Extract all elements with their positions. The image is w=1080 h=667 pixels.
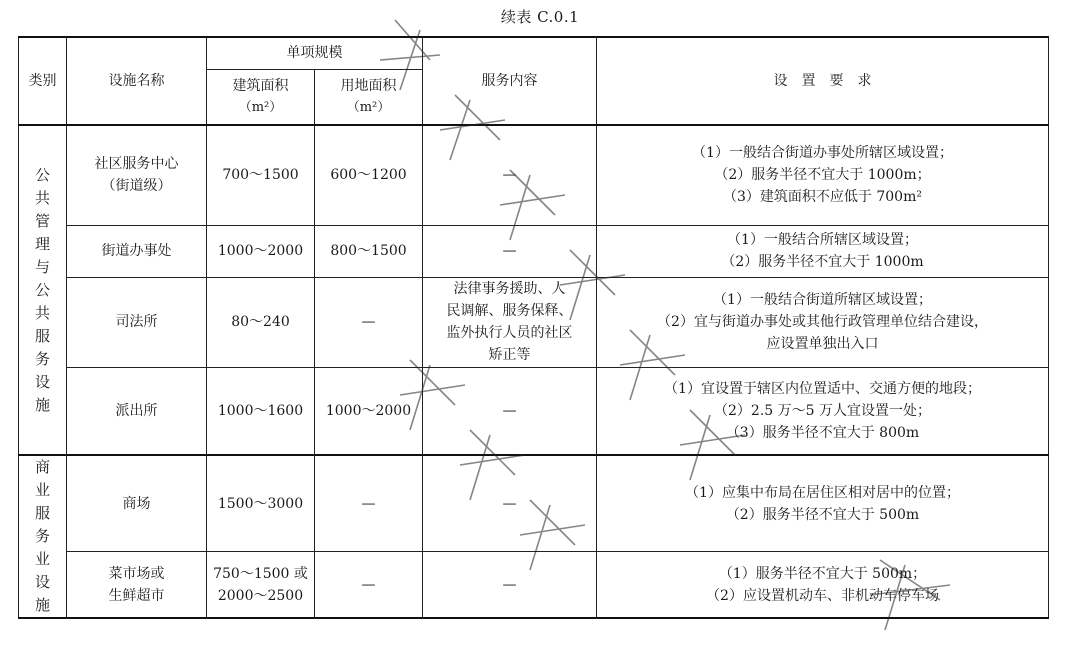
service-cell: [423, 455, 597, 552]
table-row: [19, 277, 1049, 367]
category-char: 管: [34, 211, 50, 230]
category-char: 务: [34, 349, 50, 368]
service-line: —: [502, 167, 517, 184]
service-line: 矫正等: [488, 347, 531, 363]
requirement-line: （2）服务半径不宜大于 1000m: [721, 254, 924, 270]
land-area-cell: —: [315, 277, 423, 367]
requirement-line: （1）应集中布局在居住区相对居中的位置；: [685, 484, 960, 501]
facility-name-cell: [67, 455, 207, 552]
header-land-area-unit: （m²）: [346, 99, 391, 115]
building-area-cell: 700～1500: [207, 125, 315, 225]
facility-table: [18, 36, 1049, 619]
header-facility-name: 设施名称: [67, 37, 207, 125]
requirement-line: （2）2.5 万～5 万人宜设置一处；: [714, 402, 931, 419]
service-line: 法律事务援助、人: [453, 281, 566, 297]
header-service: 服务内容: [423, 37, 597, 125]
table-body: [19, 125, 1049, 618]
table-row: [19, 455, 1049, 552]
facility-name-line: （街道级）: [101, 178, 172, 195]
service-cell: [423, 367, 597, 455]
service-cell: [423, 125, 597, 225]
table-row: [19, 125, 1049, 225]
requirement-line: （2）服务半径不宜大于 1000m；: [714, 167, 931, 184]
land-area-cell: 1000～2000: [315, 367, 423, 455]
facility-name-line: 生鲜超市: [108, 587, 165, 604]
category-char: 施: [34, 596, 50, 614]
facility-name-cell: [67, 367, 207, 455]
category-char: 公: [34, 165, 50, 184]
service-line: —: [502, 402, 517, 419]
header-building-area-unit: （m²）: [238, 99, 283, 115]
building-area-cell: 1000～1600: [207, 367, 315, 455]
requirements-cell: [597, 277, 1049, 367]
facility-name-line: 司法所: [115, 314, 158, 330]
category-cell: [19, 455, 67, 618]
land-area-cell: 600～1200: [315, 125, 423, 225]
land-area-cell: —: [315, 455, 423, 552]
facility-name-cell: [67, 125, 207, 225]
service-line: —: [502, 495, 517, 512]
service-line: —: [502, 243, 517, 259]
land-area-cell: —: [315, 552, 423, 618]
requirements-cell: [597, 367, 1049, 455]
requirement-line: （1）一般结合街道办事处所辖区域设置；: [692, 145, 953, 162]
building-area-cell: 750～1500 或 2000～2500: [207, 552, 315, 618]
building-area-cell: 1000～2000: [207, 225, 315, 277]
building-area-cell: 1500～3000: [207, 455, 315, 552]
table-row: [19, 552, 1049, 618]
category-char: 设: [34, 372, 50, 391]
requirement-line: （3）服务半径不宜大于 800m: [725, 424, 920, 441]
requirements-cell: [597, 225, 1049, 277]
land-area-cell: 800～1500: [315, 225, 423, 277]
requirements-cell: [597, 552, 1049, 618]
table-row: [19, 225, 1049, 277]
facility-name-line: 商场: [122, 495, 151, 512]
header-building-area-label: 建筑面积: [232, 77, 289, 94]
header-building-area: [207, 69, 315, 125]
requirements-cell: [597, 125, 1049, 225]
category-char: 公: [34, 280, 50, 299]
requirement-line: （1）一般结合街道所辖区域设置；: [713, 292, 932, 308]
building-area-cell: 80～240: [207, 277, 315, 367]
category-char: 共: [34, 188, 50, 207]
requirement-line: （1）宜设置于辖区内位置适中、交通方便的地段；: [664, 380, 981, 397]
service-cell: [423, 552, 597, 618]
requirement-line: （1）一般结合所辖区域设置；: [727, 232, 918, 248]
facility-name-line: 街道办事处: [101, 243, 172, 259]
service-cell: [423, 225, 597, 277]
service-line: —: [502, 576, 517, 593]
category-char: 理: [34, 234, 50, 253]
category-char: 服: [34, 504, 50, 522]
category-char: 服: [34, 326, 50, 345]
requirement-line: 应设置单独出入口: [766, 336, 879, 352]
header-land-area-label: 用地面积: [340, 77, 397, 94]
header-requirements: 设 置 要 求: [597, 37, 1049, 125]
category-char: 与: [34, 257, 50, 276]
requirement-line: （2）服务半径不宜大于 500m: [725, 506, 920, 523]
category-char: 设: [34, 573, 50, 591]
requirement-line: （1）服务半径不宜大于 500m；: [718, 565, 927, 582]
facility-name-cell: [67, 552, 207, 618]
facility-name-cell: [67, 225, 207, 277]
table-caption: 续表 C.0.1: [500, 8, 580, 26]
category-char: 共: [34, 303, 50, 322]
category-char: 业: [34, 550, 50, 568]
requirement-line: （3）建筑面积不应低于 700m²: [723, 189, 922, 206]
requirement-line: （2）应设置机动车、非机动车停车场: [706, 587, 939, 604]
category-char: 施: [34, 395, 50, 414]
header-scale-group: 单项规模: [207, 37, 423, 69]
facility-name-line: 社区服务中心: [94, 156, 179, 173]
facility-name-line: 派出所: [115, 402, 158, 419]
facility-name-line: 菜市场或: [108, 565, 165, 582]
header-category: 类别: [19, 37, 67, 125]
category-char: 业: [34, 481, 50, 499]
category-char: 商: [34, 458, 50, 476]
requirements-cell: [597, 455, 1049, 552]
category-cell: [19, 125, 67, 455]
service-line: 民调解、服务保释、: [446, 303, 573, 319]
service-cell: [423, 277, 597, 367]
header-land-area: [315, 69, 423, 125]
facility-name-cell: [67, 277, 207, 367]
category-char: 务: [34, 527, 50, 545]
requirement-line: （2）宜与街道办事处或其他行政管理单位结合建设，: [657, 314, 988, 330]
service-line: 监外执行人员的社区: [446, 325, 573, 341]
table-row: [19, 367, 1049, 455]
